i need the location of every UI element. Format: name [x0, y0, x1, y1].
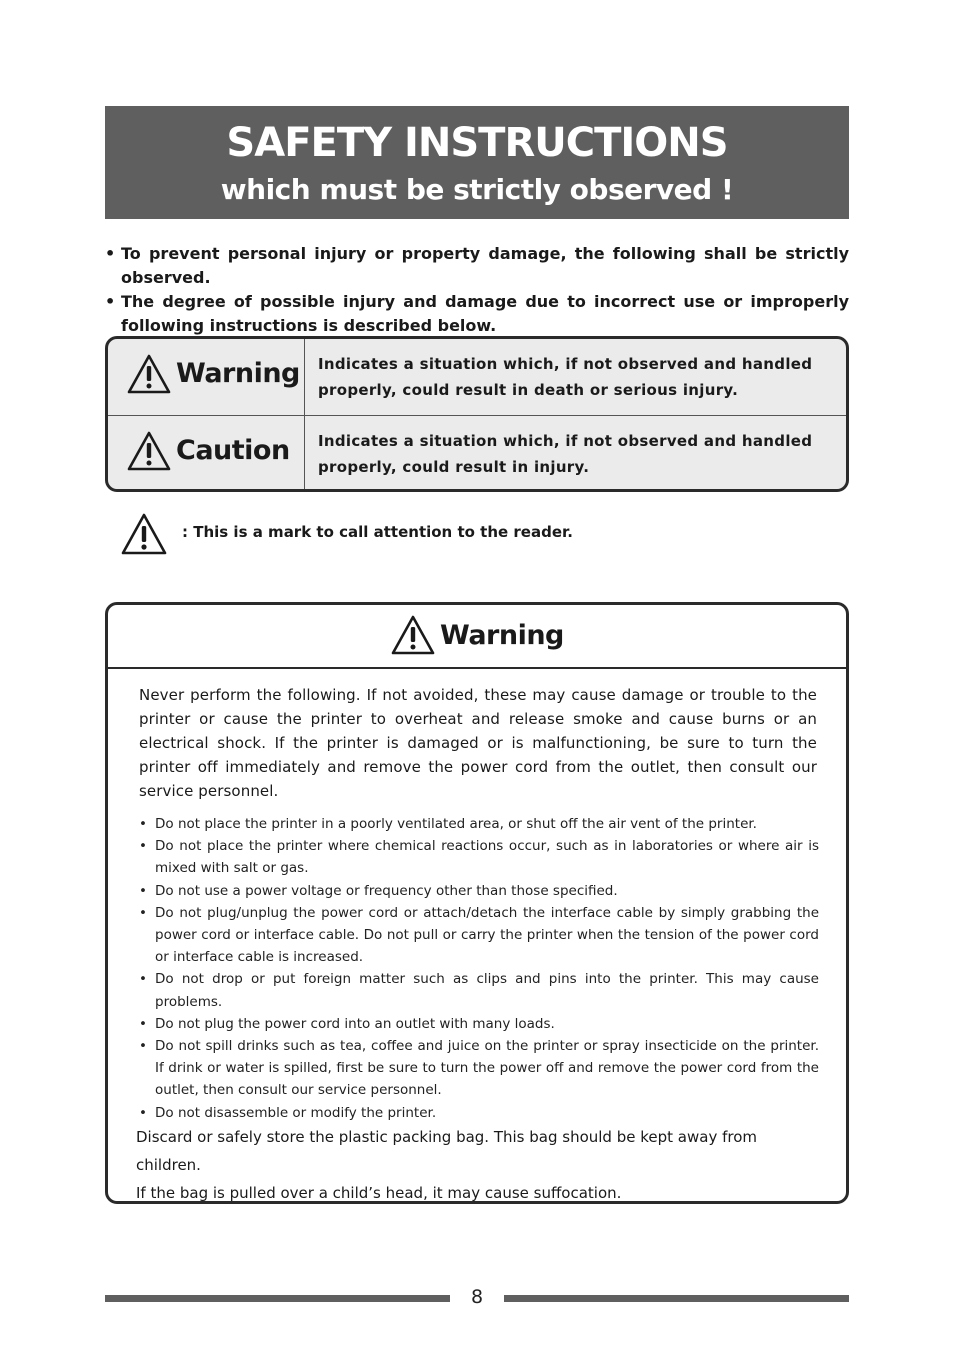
legend-row-caution — [108, 416, 846, 489]
attention-mark-text: : This is a mark to call attention to the reader. — [182, 523, 573, 541]
hazard-legend-table — [105, 336, 849, 492]
legend-row-warning — [108, 339, 846, 416]
intro-text: The degree of possible injury and damage due to incorrect use or improperly following instructions is described below. — [121, 292, 849, 335]
warning-triangle-icon — [390, 614, 436, 656]
intro-item — [105, 290, 849, 338]
bullet-icon: • — [139, 1104, 147, 1121]
bullet-icon: • — [105, 244, 116, 263]
list-item — [139, 1013, 819, 1035]
warning-list — [139, 813, 819, 1124]
footer-rule-left — [105, 1295, 450, 1302]
legend-label: Caution — [176, 435, 290, 466]
list-item — [139, 1102, 819, 1124]
list-item-text: Do not drop or put foreign matter such as clips and pins into the printer. This may cause problems. — [155, 971, 819, 1010]
list-item — [139, 835, 819, 879]
page-title: SAFETY INSTRUCTIONS — [226, 120, 728, 166]
bullet-icon: • — [139, 816, 147, 832]
warning-triangle-icon — [120, 512, 168, 556]
bullet-icon: • — [139, 838, 147, 855]
title-banner — [105, 106, 849, 219]
list-item-text: Do not place the printer in a poorly ventilated area, or shut off the air vent of the printer. — [155, 816, 757, 832]
legend-label-cell — [108, 339, 305, 415]
list-item — [139, 880, 819, 902]
warning-triangle-icon — [126, 353, 172, 395]
warning-footer-line: If the bag is pulled over a child’s head, it may cause suffocation. — [136, 1184, 622, 1202]
list-item-text: Do not use a power voltage or frequency other than those specified. — [155, 882, 618, 899]
bullet-icon: • — [139, 1038, 147, 1055]
warning-box-footer — [136, 1123, 826, 1204]
bullet-icon: • — [139, 1015, 147, 1032]
warning-box-intro: Never perform the following. If not avoided, these may cause damage or trouble to the printer or cause the printer to overheat and release smoke and cause burns or an electrical shock. If the printer is damaged or is malfunctioning, be sure to turn the printer off immediately and remove the power cord from the outlet, then consult our service personnel. — [139, 686, 817, 800]
warning-box — [105, 602, 849, 1204]
list-item-text: Do not plug the power cord into an outlet with many loads. — [155, 1015, 555, 1032]
list-item — [139, 968, 819, 1012]
bullet-icon: • — [139, 971, 147, 988]
legend-label: Warning — [176, 358, 300, 389]
page-number: 8 — [470, 1286, 484, 1308]
list-item-text: Do not spill drinks such as tea, coffee and juice on the printer or spray insecticide on the printer. If drink or water is spilled, first be sure to turn the power off and remove the power cord from the outlet, then consult our service personnel. — [155, 1038, 819, 1099]
warning-box-header — [108, 605, 846, 669]
list-item — [139, 902, 819, 969]
intro-text: To prevent personal injury or property damage, the following shall be strictly observed. — [121, 244, 849, 287]
list-item — [139, 1035, 819, 1102]
legend-description: Indicates a situation which, if not observed and handled properly, could result in death or serious injury. — [318, 355, 813, 399]
list-item-text: Do not plug/unplug the power cord or attach/detach the interface cable by simply grabbing the power cord or interface cable. Do not pull or carry the printer when the tension of the power cord or interface cable is increased. — [155, 904, 819, 966]
page-subtitle: which must be strictly observed ! — [220, 173, 734, 206]
list-item — [139, 813, 819, 835]
bullet-icon: • — [139, 904, 147, 921]
legend-label-cell — [108, 416, 305, 489]
warning-triangle-icon — [126, 430, 172, 472]
warning-footer-line: Discard or safely store the plastic packing bag. This bag should be kept away from children. — [136, 1128, 757, 1174]
intro-item — [105, 242, 849, 290]
list-item-text: Do not place the printer where chemical reactions occur, such as in laboratories or where air is mixed with salt or gas. — [155, 838, 819, 877]
intro-list — [105, 242, 849, 338]
bullet-icon: • — [139, 882, 147, 899]
legend-description: Indicates a situation which, if not observed and handled properly, could result in injury. — [318, 432, 813, 476]
bullet-icon: • — [105, 292, 116, 311]
footer-rule-right — [504, 1295, 849, 1302]
list-item-text: Do not disassemble or modify the printer. — [155, 1104, 437, 1121]
warning-box-heading: Warning — [440, 620, 564, 651]
